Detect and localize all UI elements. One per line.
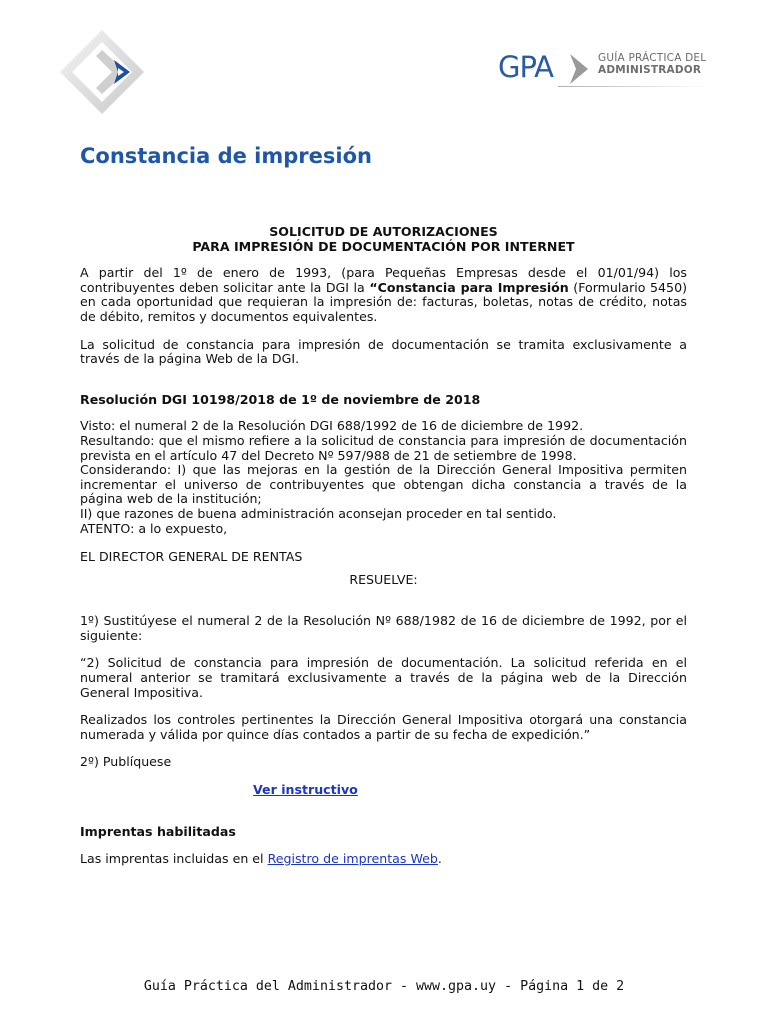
page-title: Constancia de impresión (80, 144, 372, 168)
gpa-wordmark: GPA (498, 50, 553, 84)
intro-text-b: (Formulario 5450) en cada oportunidad que requieran la impresión de: facturas, boletas, notas de crédito, notas de débito, remitos y documentos equivalentes. (80, 279, 688, 324)
gpa-diamond-logo (56, 26, 148, 118)
page-footer: Guía Práctica del Administrador - www.gpa.uy - Página 1 de 2 (143, 979, 625, 994)
gpa-tagline-line2: ADMINISTRADOR (598, 64, 702, 76)
gpa-brand-logo (498, 44, 708, 98)
intro-paragraph (80, 266, 687, 324)
imprentas-text-a: Las imprentas incluidas en el (80, 851, 268, 867)
visto-text: Visto: el numeral 2 de la Resolución DGI 688/1992 de 16 de diciembre de 1992. (80, 418, 584, 434)
quote2-text: Realizados los controles pertinentes la Dirección General Impositiva otorgará una constancia numerada y válida por quince días contados a partir de su fecha de expedición.” (80, 712, 687, 742)
imprentas-title: Imprentas habilitadas (80, 823, 236, 839)
quote1-text: “2) Solicitud de constancia para impresión de documentación. La solicitud referida en el numeral anterior se tramitará exclusivamente a través de la página web de la Dirección General Impositiva. (80, 655, 687, 700)
imprentas-text-b: . (437, 851, 442, 867)
registro-imprentas-link[interactable]: Registro de imprentas Web (267, 851, 438, 867)
gpa-tagline (598, 52, 706, 76)
gpa-underline (558, 86, 708, 87)
considerando-text: Considerando: I) que las mejoras en la gestión de la Dirección General Impositiva permiten incrementar el universo de contribuyentes que obtengan dicha constancia a través de la página web de la institución; (80, 462, 687, 507)
director-text: EL DIRECTOR GENERAL DE RENTAS (80, 549, 303, 565)
web-paragraph: La solicitud de constancia para impresión de documentación se tramita exclusivamente a través de la página Web de la DGI. (80, 336, 687, 367)
item2-text: 2º) Publíquese (80, 754, 172, 770)
intro-text-a: A partir del 1º de enero de 1993, (para Pequeñas Empresas desde el 01/01/94) los contribuyentes deben solicitar ante la DGI la (80, 265, 687, 295)
considerando2-text: II) que razones de buena administración aconsejan proceder en tal sentido. (80, 505, 557, 521)
document-body (80, 225, 687, 867)
ver-instructivo-link[interactable]: Ver instructivo (253, 782, 358, 798)
resuelve-text: RESUELVE: (349, 571, 418, 587)
section-heading-line1: SOLICITUD DE AUTORIZACIONES (269, 224, 498, 239)
imprentas-paragraph (80, 852, 687, 867)
resultando-text: Resultando: que el mismo refiere a la solicitud de constancia para impresión de documentación prevista en el artículo 47 del Decreto Nº 597/988 de 21 de setiembre de 1998. (80, 432, 687, 463)
arrow-icon (568, 52, 592, 86)
section-heading-line2: PARA IMPRESIÓN DE DOCUMENTACIÓN POR INTERNET (192, 238, 575, 254)
item1-text: 1º) Sustitúyese el numeral 2 de la Resolución Nº 688/1982 de 16 de diciembre de 1992, por el siguiente: (80, 613, 687, 643)
atento-text: ATENTO: a lo expuesto, (80, 520, 228, 536)
intro-bold-text: “Constancia para Impresión (369, 279, 569, 295)
resolution-title: Resolución DGI 10198/2018 de 1º de noviembre de 2018 (80, 391, 481, 407)
gpa-tagline-line1: GUÍA PRÁCTICA DEL (598, 52, 707, 64)
instructivo-line (80, 783, 687, 798)
